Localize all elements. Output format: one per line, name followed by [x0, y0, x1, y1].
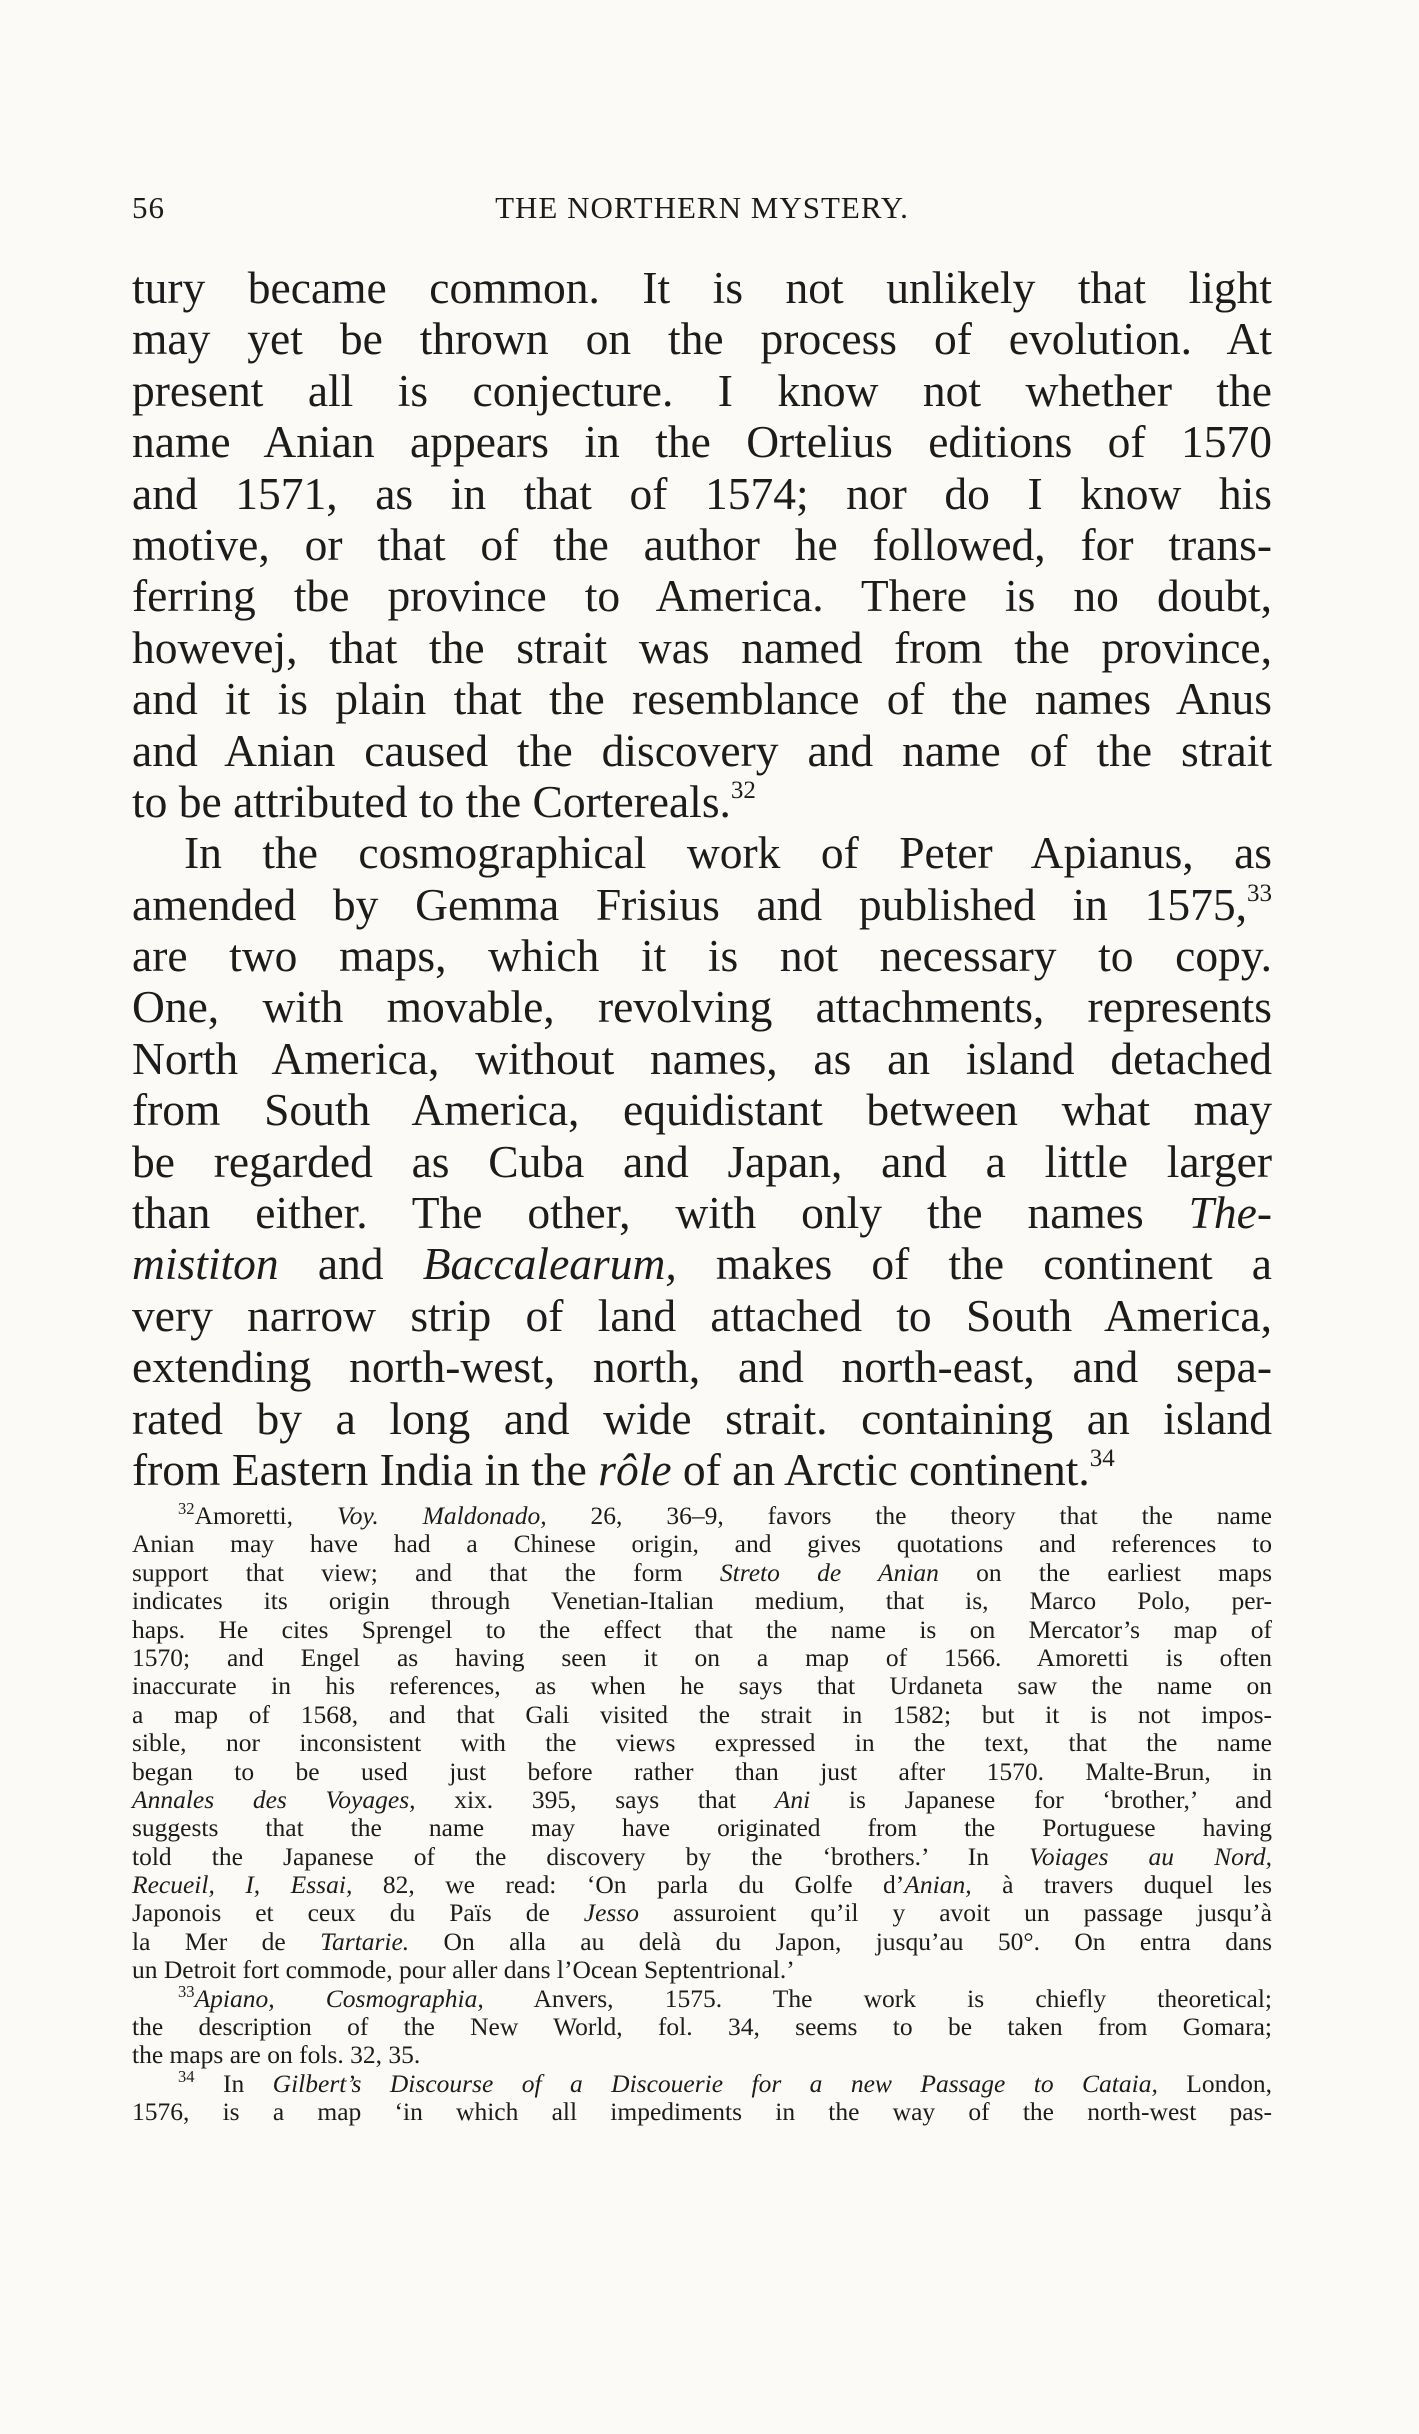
- italic-role: rôle: [598, 1443, 672, 1495]
- body-line: [132, 879, 1272, 930]
- footnote-line: 1570; and Engel as having seen it on a map of 1566. Amoretti is often: [132, 1642, 1272, 1672]
- body-text-fragment: than either. The other, with only the names: [132, 1187, 1189, 1239]
- footnote-line: 1576, is a map ‘in which all impediments in the way of the north-west pas-: [132, 2097, 1272, 2127]
- footnote-italic: Recueil, I, Essai,: [132, 1870, 353, 1900]
- body-line: rated by a long and wide strait. containing an island: [132, 1392, 1272, 1444]
- footnote-italic: Gilbert’s Discourse of a Discouerie for a new Passage to Cataia,: [272, 2068, 1158, 2098]
- body-text-fragment: of an Arctic continent.: [671, 1443, 1090, 1495]
- footnote-line: the description of the New World, fol. 34, seems to be taken from Gomara;: [132, 2012, 1272, 2042]
- footnote-italic: Jesso: [583, 1898, 639, 1928]
- body-text-fragment: to be attributed to the Cortereals.: [132, 775, 731, 827]
- map-name-themistiton-cont: mistiton: [132, 1238, 279, 1290]
- footnote-line: haps. He cites Sprengel to the effect that the name is on Mercator’s map of: [132, 1614, 1272, 1644]
- footnote-line: [132, 1499, 1272, 1530]
- footnote-italic: Voy. Maldonado,: [336, 1501, 547, 1530]
- footnote-text: 26, 36–9, favors the theory that the name: [546, 1501, 1272, 1530]
- body-line: be regarded as Cuba and Japan, and a little larger: [132, 1135, 1272, 1187]
- body-text-fragment: and: [278, 1238, 423, 1290]
- page-header: [132, 190, 1272, 234]
- footnote-line: inaccurate in his references, as when he says that Urdaneta saw the name on: [132, 1671, 1272, 1701]
- footnote-text: à travers duquel les: [971, 1870, 1273, 1900]
- footnote-text: la Mer de: [132, 1926, 321, 1956]
- body-line: and Anian caused the discovery and name of the strait: [132, 724, 1272, 776]
- footnote-text: Anvers, 1575. The work is chiefly theoretical;: [483, 1983, 1272, 2013]
- footnote-text: Japonois et ceux du Païs de: [132, 1898, 584, 1928]
- footnote-line: [132, 1928, 1272, 1956]
- footnote-marker-33: 33: [178, 1981, 195, 2001]
- footnote-italic: Annales des Voyages,: [132, 1784, 416, 1814]
- page-number: 56: [132, 190, 165, 225]
- footnote-text: is Japanese for ‘brother,’ and: [810, 1784, 1272, 1814]
- footnote-line: the maps are on fols. 32, 35.: [132, 2040, 421, 2070]
- body-line: may yet be thrown on the process of evolution. At: [132, 313, 1272, 365]
- body-line: motive, or that of the author he followed, for trans-: [132, 518, 1272, 570]
- footnote-line: a map of 1568, and that Gali visited the strait in 1582; but it is not impos-: [132, 1699, 1272, 1729]
- body-line: and it is plain that the resemblance of the names Anus: [132, 673, 1272, 725]
- running-title: THE NORTHERN MYSTERY.: [495, 190, 909, 225]
- footnote-text: support that view; and that the form: [132, 1557, 720, 1587]
- footnote-text: In: [194, 2068, 273, 2098]
- map-name-themistiton: The-: [1188, 1187, 1272, 1239]
- footnote-marker-32: 32: [178, 1499, 195, 1519]
- footnote-line: [132, 1899, 1272, 1927]
- footnote-line: un Detroit fort commode, pour aller dans l’Ocean Septentrional.’: [132, 1955, 795, 1985]
- footnote-ref-34: 34: [1089, 1445, 1115, 1473]
- body-text-fragment: from Eastern India in the: [132, 1443, 599, 1495]
- footnote-italic: Ani: [774, 1784, 811, 1814]
- footnote-text: London,: [1157, 2068, 1272, 2098]
- body-line: [132, 1444, 1272, 1495]
- body-line: [132, 776, 1272, 827]
- footnote-line: [132, 1559, 1272, 1587]
- body-line: [132, 1187, 1272, 1238]
- body-line: North America, without names, as an island detached: [132, 1032, 1272, 1084]
- body-line: tury became common. It is not unlikely that light: [132, 262, 1272, 313]
- body-line: very narrow strip of land attached to South America,: [132, 1289, 1272, 1341]
- footnote-ref-32: 32: [730, 777, 756, 805]
- footnote-line: sible, nor inconsistent with the views expressed in the text, that the name: [132, 1728, 1272, 1758]
- footnote-text: told the Japanese of the discovery by the ‘brothers.’ In: [132, 1841, 1030, 1871]
- footnote-text: On alla au delà du Japon, jusqu’au 50°. On entra dans: [409, 1926, 1272, 1956]
- footnote-italic: Voiages au Nord,: [1029, 1841, 1272, 1871]
- footnote-line: [132, 1871, 1272, 1899]
- footnote-line: [132, 1981, 1272, 2013]
- footnotes: [132, 1499, 1273, 2127]
- footnote-ref-33: 33: [1246, 879, 1272, 907]
- footnote-line: [132, 1843, 1272, 1871]
- body-line: In the cosmographical work of Peter Apianus, as: [184, 827, 1272, 879]
- footnote-text: xix. 395, says that: [415, 1784, 775, 1814]
- body-text-fragment: makes of the continent a: [676, 1238, 1272, 1290]
- footnote-text: Amoretti,: [194, 1501, 337, 1530]
- footnote-text: assuroient qu’il y avoit un passage jusqu’à: [638, 1898, 1272, 1928]
- body-line: [132, 1238, 1272, 1289]
- body-line: name Anian appears in the Ortelius editions of 1570: [132, 416, 1272, 468]
- footnote-line: suggests that the name may have originated from the Portuguese having: [132, 1813, 1272, 1843]
- footnote-line: began to be used just before rather than just after 1570. Malte-Brun, in: [132, 1756, 1272, 1786]
- map-name-baccalearum: Baccalearum,: [422, 1238, 677, 1290]
- footnote-line: indicates its origin through Venetian-Italian medium, that is, Marco Polo, per-: [132, 1586, 1272, 1616]
- footnote-line: Anian may have had a Chinese origin, and gives quotations and references to: [132, 1529, 1272, 1559]
- body-line: howeveј, that the strait was named from the province,: [132, 621, 1272, 673]
- footnote-italic: Tartarie.: [320, 1926, 410, 1956]
- body-line: ferring tbe province to America. There is no doubt,: [132, 570, 1272, 622]
- body-line: extending north-west, north, and north-east, and sepa-: [132, 1341, 1272, 1393]
- body-line: One, with movable, revolving attachments, represents: [132, 981, 1272, 1033]
- footnote-text: on the earliest maps: [938, 1557, 1273, 1587]
- body-text: [132, 262, 1272, 1495]
- footnote-italic: Apiano, Cosmographia,: [194, 1983, 484, 2013]
- footnote-line: [132, 1786, 1272, 1814]
- body-line: present all is conjecture. I know not whether the: [132, 364, 1272, 416]
- footnote-marker-34: 34: [178, 2066, 195, 2086]
- body-text-fragment: amended by Gemma Frisius and published in 1575,: [132, 878, 1247, 930]
- footnote-line: [132, 2066, 1272, 2098]
- footnote-italic: Streto de Anian: [719, 1557, 939, 1587]
- footnote-text: 82, we read: ‘On parla du Golfe d’: [352, 1870, 905, 1900]
- body-line: from South America, equidistant between what may: [132, 1084, 1272, 1136]
- body-line: are two maps, which it is not necessary to copy.: [132, 930, 1272, 982]
- footnote-italic: Anian,: [904, 1870, 972, 1900]
- body-line: and 1571, as in that of 1574; nor do I know his: [132, 467, 1272, 519]
